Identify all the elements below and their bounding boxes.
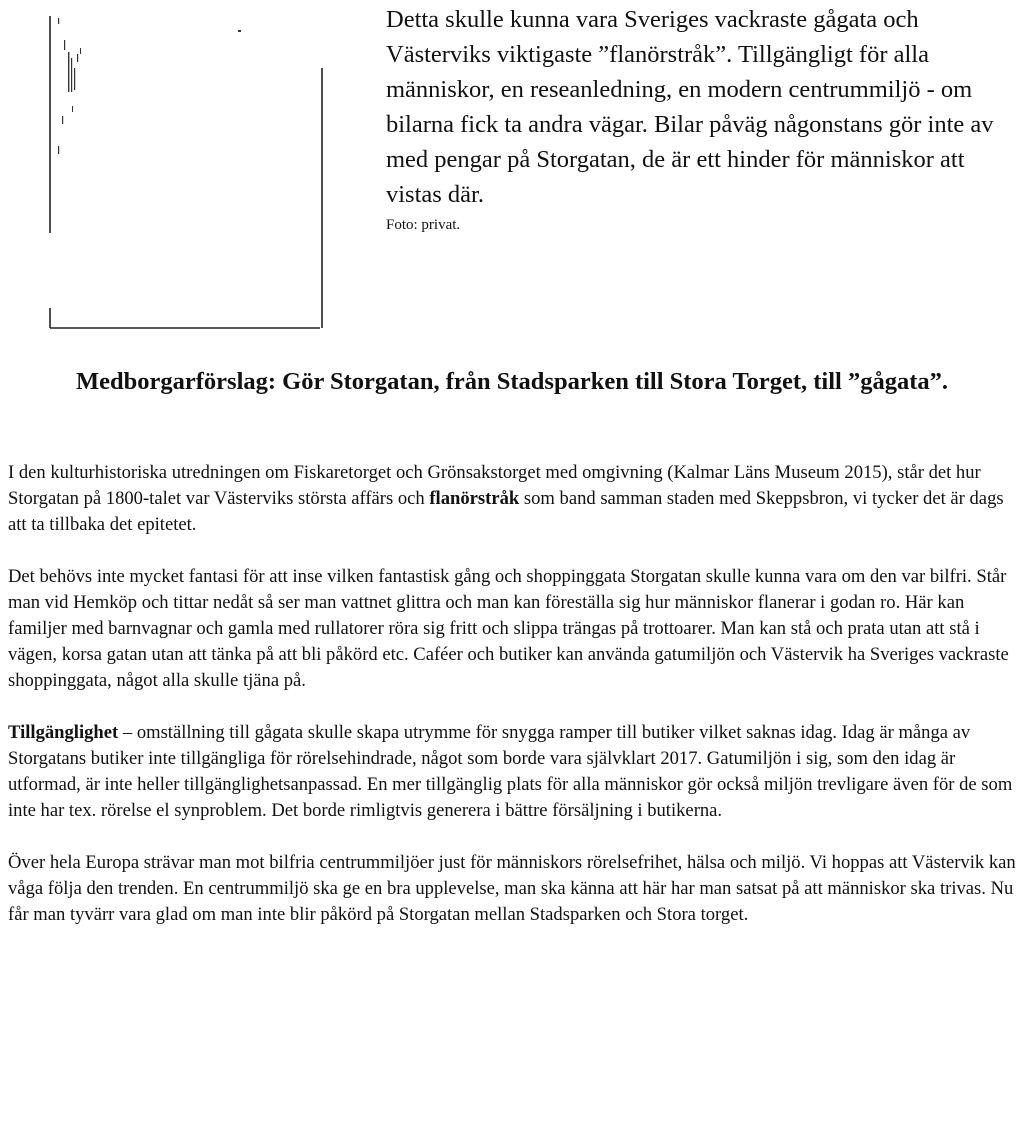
- paragraph-accessibility: [8, 720, 1020, 824]
- paragraph-accessibility-text: – omställning till gågata skulle skapa utrymme för snygga ramper till butiker vilket saknas idag. Idag är många av Storgatans butiker inte tillgängliga för rörelsehindrade, något som borde vara självklart 2017. Gatumiljön i sig, som den idag är utformad, är inte heller tillgänglighetsanpassad. En mer tillgänglig plats för alla människor gör också miljön trevligare även för de som inte har tex. rörelse el synproblem. Det borde rimligtvis generera i bättre försäljning i butikerna.: [8, 722, 1013, 821]
- photo-placeholder: [28, 8, 324, 330]
- paragraph-europe: Över hela Europa strävar man mot bilfria centrummiljöer just för människors rörelsefrihet, hälsa och miljö. Vi hoppas att Västervik kan våga följa den trenden. En centrummiljö ska ge en bra upplevelse, man ska känna att här har man satsat på att människor ska trivas. Nu får man tyvärr vara glad om man inte blir påkörd på Storgatan mellan Stadsparken och Stora torget.: [8, 852, 1016, 925]
- paragraph-vision: Det behövs inte mycket fantasi för att inse vilken fantastisk gång och shoppinggata Storgatan skulle kunna vara om den var bilfri. Står man vid Hemköp och tittar nedåt så ser man vattnet glittra och man kan föreställa sig hur människor flanerar i godan ro. Här kan familjer med barnvagnar och gamla med rullatorer röra sig fritt och slippa trängas på trottoarer. Man kan stå och prata utan att stå i vägen, korsa gatan utan att tänka på att bli påkörd etc. Caféer och butiker kan använda gatumiljön och Västervik ha Sveriges vackraste shoppinggata, något alla skulle tjäna på.: [8, 566, 1009, 691]
- paragraph-history-text-end: som band samman staden med Skeppsbron, vi tycker det är dags att ta tillbaka det epitetet.: [8, 488, 1004, 535]
- paragraph-history: [8, 460, 1020, 538]
- document-body: [8, 460, 1020, 928]
- photo-caption: [386, 2, 1016, 236]
- photo-frame-outline: [28, 8, 324, 330]
- document-heading: Medborgarförslag: Gör Storgatan, från Stadsparken till Stora Torget, till ”gågata”.: [76, 368, 948, 395]
- paragraph-history-bold-term: flanörstråk: [429, 488, 520, 509]
- paragraph-history-text-start: I den kulturhistoriska utredningen om Fiskaretorget och Grönsakstorget med omgivning (Kalmar Läns Museum 2015), står det hur Storgatan på 1800-talet var Västerviks största affärs och: [8, 462, 981, 509]
- photo-credit: Foto: privat.: [386, 217, 461, 233]
- caption-text: Detta skulle kunna vara Sveriges vackraste gågata och Västerviks viktigaste ”flanörstråk”. Tillgängligt för alla människor, en reseanledning, en modern centrummiljö - om bilarna fick ta andra vägar. Bilar påväg någonstans gör inte av med pengar på Storgatan, de är ett hinder för människor att vistas där.: [386, 6, 994, 208]
- paragraph-accessibility-bold-term: Tillgänglighet: [8, 722, 119, 743]
